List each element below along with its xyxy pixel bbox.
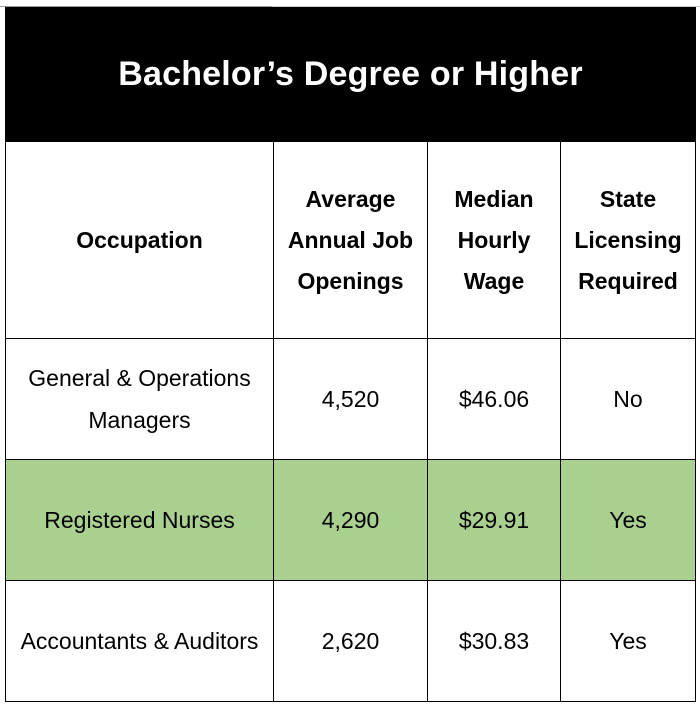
cell-occupation: Registered Nurses — [6, 460, 274, 581]
header-hourly-wage: Median Hourly Wage — [428, 142, 561, 339]
cell-occupation: General & Operations Managers — [6, 339, 274, 460]
cell-occupation: Accountants & Auditors — [6, 581, 274, 702]
occupations-table — [5, 7, 696, 702]
title-row — [6, 8, 696, 142]
cell-job-openings: 4,520 — [274, 339, 428, 460]
header-occupation: Occupation — [6, 142, 274, 339]
header-row — [6, 142, 696, 339]
table-row — [6, 339, 696, 460]
header-licensing: State Licensing Required — [561, 142, 696, 339]
cell-hourly-wage: $29.91 — [428, 460, 561, 581]
cell-job-openings: 4,290 — [274, 460, 428, 581]
header-job-openings: Average Annual Job Openings — [274, 142, 428, 339]
table-row — [6, 581, 696, 702]
table-row — [6, 460, 696, 581]
cell-licensing: Yes — [561, 460, 696, 581]
cell-hourly-wage: $46.06 — [428, 339, 561, 460]
cell-licensing: No — [561, 339, 696, 460]
cell-licensing: Yes — [561, 581, 696, 702]
cell-job-openings: 2,620 — [274, 581, 428, 702]
cell-hourly-wage: $30.83 — [428, 581, 561, 702]
top-divider — [0, 0, 700, 7]
table-title: Bachelor’s Degree or Higher — [6, 8, 696, 142]
